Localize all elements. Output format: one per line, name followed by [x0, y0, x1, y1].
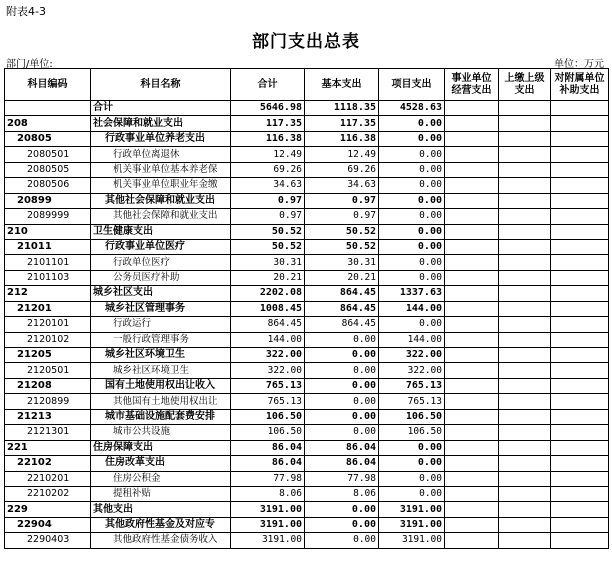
table-row	[5, 301, 609, 316]
cell-total: 50.52	[231, 239, 305, 254]
cell-subject-name: 行政单位离退休	[91, 147, 231, 162]
cell-subject-code: 2120501	[5, 363, 91, 378]
cell-basic: 864.45	[305, 301, 379, 316]
department-label: 部门/单位:	[6, 59, 53, 70]
cell-subsidy	[551, 378, 609, 393]
cell-subject-code: 2080505	[5, 162, 91, 177]
cell-total: 864.45	[231, 317, 305, 332]
cell-project: 0.00	[379, 471, 445, 486]
table-header-row	[5, 69, 609, 101]
cell-business	[445, 239, 499, 254]
cell-total: 0.97	[231, 209, 305, 224]
cell-subject-code: 21205	[5, 348, 91, 363]
cell-business	[445, 286, 499, 301]
cell-total: 20.21	[231, 270, 305, 285]
table-row	[5, 209, 609, 224]
cell-subsidy	[551, 101, 609, 116]
cell-subject-name: 其他国有土地使用权出让	[91, 394, 231, 409]
cell-subject-name: 其他社会保障和就业支出	[91, 209, 231, 224]
cell-subsidy	[551, 409, 609, 424]
cell-business	[445, 101, 499, 116]
table-row	[5, 471, 609, 486]
cell-business	[445, 270, 499, 285]
cell-subject-name: 行政事业单位医疗	[91, 239, 231, 254]
cell-total: 765.13	[231, 378, 305, 393]
cell-remit	[499, 239, 551, 254]
cell-basic: 12.49	[305, 147, 379, 162]
cell-subject-code: 21208	[5, 378, 91, 393]
table-row	[5, 317, 609, 332]
cell-subject-name: 其他政府性基金及对应专	[91, 517, 231, 532]
table-row	[5, 425, 609, 440]
cell-subsidy	[551, 255, 609, 270]
cell-remit	[499, 533, 551, 548]
cell-subject-name: 住房公积金	[91, 471, 231, 486]
cell-subject-name: 其他支出	[91, 502, 231, 517]
cell-business	[445, 425, 499, 440]
cell-remit	[499, 224, 551, 239]
table-row	[5, 239, 609, 254]
cell-basic: 117.35	[305, 116, 379, 131]
cell-business	[445, 317, 499, 332]
table-row	[5, 255, 609, 270]
cell-business	[445, 486, 499, 501]
cell-project: 322.00	[379, 348, 445, 363]
cell-subject-name: 公务员医疗补助	[91, 270, 231, 285]
cell-project: 3191.00	[379, 517, 445, 532]
cell-basic: 0.00	[305, 517, 379, 532]
cell-subject-code: 221	[5, 440, 91, 455]
table-row	[5, 162, 609, 177]
cell-remit	[499, 378, 551, 393]
cell-subsidy	[551, 533, 609, 548]
cell-project: 322.00	[379, 363, 445, 378]
cell-subsidy	[551, 440, 609, 455]
cell-total: 765.13	[231, 394, 305, 409]
cell-project: 0.00	[379, 178, 445, 193]
cell-subsidy	[551, 317, 609, 332]
cell-remit	[499, 209, 551, 224]
cell-basic: 86.04	[305, 456, 379, 471]
cell-basic: 0.00	[305, 363, 379, 378]
cell-subject-name: 城市基础设施配套费安排	[91, 409, 231, 424]
cell-subject-name: 城乡社区支出	[91, 286, 231, 301]
cell-basic: 0.00	[305, 425, 379, 440]
cell-project: 0.00	[379, 270, 445, 285]
cell-subsidy	[551, 193, 609, 208]
cell-subsidy	[551, 394, 609, 409]
cell-business	[445, 471, 499, 486]
cell-basic: 86.04	[305, 440, 379, 455]
cell-subject-code: 2101103	[5, 270, 91, 285]
cell-remit	[499, 286, 551, 301]
cell-total: 117.35	[231, 116, 305, 131]
cell-business	[445, 209, 499, 224]
cell-remit	[499, 162, 551, 177]
cell-total: 50.52	[231, 224, 305, 239]
cell-project: 765.13	[379, 378, 445, 393]
cell-subject-name: 提租补贴	[91, 486, 231, 501]
cell-total: 106.50	[231, 425, 305, 440]
cell-subsidy	[551, 471, 609, 486]
table-row	[5, 270, 609, 285]
cell-subsidy	[551, 178, 609, 193]
cell-subject-code: 2210201	[5, 471, 91, 486]
cell-business	[445, 456, 499, 471]
cell-subsidy	[551, 502, 609, 517]
cell-project: 0.00	[379, 239, 445, 254]
cell-project: 106.50	[379, 409, 445, 424]
table-row	[5, 502, 609, 517]
cell-remit	[499, 332, 551, 347]
cell-subject-code: 2080501	[5, 147, 91, 162]
cell-remit	[499, 409, 551, 424]
cell-basic: 864.45	[305, 317, 379, 332]
cell-remit	[499, 116, 551, 131]
cell-total: 106.50	[231, 409, 305, 424]
cell-subject-name: 行政运行	[91, 317, 231, 332]
cell-project: 0.00	[379, 147, 445, 162]
cell-basic: 0.00	[305, 409, 379, 424]
cell-total: 3191.00	[231, 502, 305, 517]
cell-subsidy	[551, 456, 609, 471]
cell-subject-code: 20899	[5, 193, 91, 208]
cell-subject-code: 229	[5, 502, 91, 517]
cell-remit	[499, 301, 551, 316]
cell-remit	[499, 517, 551, 532]
cell-subject-code: 2210202	[5, 486, 91, 501]
cell-business	[445, 348, 499, 363]
cell-subject-code: 22102	[5, 456, 91, 471]
table-row	[5, 147, 609, 162]
header-subject-name: 科目名称	[91, 69, 231, 101]
cell-project: 3191.00	[379, 502, 445, 517]
cell-subject-code: 2120102	[5, 332, 91, 347]
cell-subject-code: 2121301	[5, 425, 91, 440]
cell-subsidy	[551, 363, 609, 378]
cell-remit	[499, 471, 551, 486]
table-row	[5, 456, 609, 471]
cell-subject-name: 国有土地使用权出让收入	[91, 378, 231, 393]
cell-basic: 0.00	[305, 332, 379, 347]
cell-remit	[499, 178, 551, 193]
cell-basic: 34.63	[305, 178, 379, 193]
cell-total: 12.49	[231, 147, 305, 162]
cell-basic: 0.97	[305, 193, 379, 208]
cell-subject-name: 卫生健康支出	[91, 224, 231, 239]
header-total: 合计	[231, 69, 305, 101]
cell-subject-name: 机关事业单位职业年金缴	[91, 178, 231, 193]
cell-total: 1008.45	[231, 301, 305, 316]
cell-total: 3191.00	[231, 517, 305, 532]
cell-subsidy	[551, 147, 609, 162]
cell-remit	[499, 317, 551, 332]
cell-business	[445, 378, 499, 393]
cell-subject-code: 21011	[5, 239, 91, 254]
cell-project: 144.00	[379, 332, 445, 347]
cell-business	[445, 255, 499, 270]
cell-subject-name: 行政单位医疗	[91, 255, 231, 270]
cell-basic: 1118.35	[305, 101, 379, 116]
table-row	[5, 286, 609, 301]
table-row	[5, 440, 609, 455]
cell-project: 144.00	[379, 301, 445, 316]
cell-subject-name: 行政事业单位养老支出	[91, 131, 231, 146]
cell-project: 4528.63	[379, 101, 445, 116]
cell-total: 30.31	[231, 255, 305, 270]
cell-subject-name: 社会保障和就业支出	[91, 116, 231, 131]
cell-subject-name: 城市公共设施	[91, 425, 231, 440]
unit-label: 单位：万元	[554, 59, 604, 70]
expenditure-table	[4, 68, 609, 549]
cell-basic: 50.52	[305, 239, 379, 254]
cell-subsidy	[551, 332, 609, 347]
cell-business	[445, 502, 499, 517]
cell-business	[445, 162, 499, 177]
cell-subject-code: 2120101	[5, 317, 91, 332]
cell-business	[445, 394, 499, 409]
cell-subject-name: 合计	[91, 101, 231, 116]
cell-subject-code: 22904	[5, 517, 91, 532]
cell-subject-code: 2080506	[5, 178, 91, 193]
cell-total: 144.00	[231, 332, 305, 347]
cell-project: 3191.00	[379, 533, 445, 548]
cell-basic: 0.00	[305, 378, 379, 393]
cell-business	[445, 224, 499, 239]
cell-business	[445, 440, 499, 455]
table-row	[5, 486, 609, 501]
header-remit: 上缴上级支出	[499, 69, 551, 101]
cell-remit	[499, 348, 551, 363]
attachment-label: 附表4-3	[6, 5, 46, 18]
table-row	[5, 332, 609, 347]
cell-basic: 0.97	[305, 209, 379, 224]
cell-basic: 0.00	[305, 348, 379, 363]
cell-subject-code: 21213	[5, 409, 91, 424]
cell-subsidy	[551, 239, 609, 254]
cell-subject-name: 城乡社区管理事务	[91, 301, 231, 316]
table-row	[5, 363, 609, 378]
cell-business	[445, 178, 499, 193]
cell-subject-code: 208	[5, 116, 91, 131]
cell-total: 8.06	[231, 486, 305, 501]
cell-total: 86.04	[231, 440, 305, 455]
cell-project: 0.00	[379, 440, 445, 455]
cell-business	[445, 332, 499, 347]
cell-business	[445, 147, 499, 162]
cell-subject-code: 2290403	[5, 533, 91, 548]
cell-total: 69.26	[231, 162, 305, 177]
cell-subsidy	[551, 116, 609, 131]
cell-remit	[499, 101, 551, 116]
table-row	[5, 378, 609, 393]
cell-remit	[499, 502, 551, 517]
table-row	[5, 348, 609, 363]
cell-total: 322.00	[231, 363, 305, 378]
cell-remit	[499, 486, 551, 501]
cell-subsidy	[551, 486, 609, 501]
cell-basic: 116.38	[305, 131, 379, 146]
cell-subsidy	[551, 301, 609, 316]
cell-subsidy	[551, 270, 609, 285]
cell-project: 106.50	[379, 425, 445, 440]
cell-business	[445, 517, 499, 532]
cell-subsidy	[551, 348, 609, 363]
cell-business	[445, 409, 499, 424]
cell-subject-code: 2089999	[5, 209, 91, 224]
cell-project: 0.00	[379, 209, 445, 224]
cell-subject-name: 住房保障支出	[91, 440, 231, 455]
cell-remit	[499, 270, 551, 285]
cell-business	[445, 301, 499, 316]
cell-subject-code: 2101101	[5, 255, 91, 270]
cell-project: 1337.63	[379, 286, 445, 301]
cell-total: 34.63	[231, 178, 305, 193]
cell-subject-name: 机关事业单位基本养老保	[91, 162, 231, 177]
cell-business	[445, 363, 499, 378]
cell-total: 2202.08	[231, 286, 305, 301]
cell-subsidy	[551, 517, 609, 532]
cell-basic: 8.06	[305, 486, 379, 501]
table-row	[5, 533, 609, 548]
header-business: 事业单位经营支出	[445, 69, 499, 101]
cell-subsidy	[551, 224, 609, 239]
cell-basic: 0.00	[305, 533, 379, 548]
cell-subject-name: 其他政府性基金债务收入	[91, 533, 231, 548]
cell-business	[445, 533, 499, 548]
cell-project: 0.00	[379, 116, 445, 131]
cell-remit	[499, 193, 551, 208]
header-basic: 基本支出	[305, 69, 379, 101]
table-row	[5, 224, 609, 239]
cell-remit	[499, 440, 551, 455]
cell-remit	[499, 394, 551, 409]
table-row	[5, 193, 609, 208]
cell-subject-code: 21201	[5, 301, 91, 316]
cell-project: 765.13	[379, 394, 445, 409]
cell-total: 3191.00	[231, 533, 305, 548]
table-body	[5, 101, 609, 549]
cell-remit	[499, 147, 551, 162]
header-project: 项目支出	[379, 69, 445, 101]
cell-basic: 864.45	[305, 286, 379, 301]
cell-total: 77.98	[231, 471, 305, 486]
cell-basic: 30.31	[305, 255, 379, 270]
table-row	[5, 131, 609, 146]
cell-subsidy	[551, 286, 609, 301]
cell-project: 0.00	[379, 131, 445, 146]
cell-subsidy	[551, 425, 609, 440]
cell-remit	[499, 456, 551, 471]
cell-subject-name: 住房改革支出	[91, 456, 231, 471]
cell-business	[445, 131, 499, 146]
table-row	[5, 517, 609, 532]
cell-project: 0.00	[379, 486, 445, 501]
cell-subsidy	[551, 131, 609, 146]
table-row	[5, 178, 609, 193]
cell-basic: 20.21	[305, 270, 379, 285]
cell-basic: 77.98	[305, 471, 379, 486]
cell-subsidy	[551, 209, 609, 224]
cell-project: 0.00	[379, 162, 445, 177]
cell-basic: 0.00	[305, 502, 379, 517]
cell-subject-name: 城乡社区环境卫生	[91, 348, 231, 363]
cell-subject-code: 212	[5, 286, 91, 301]
table-row	[5, 409, 609, 424]
cell-project: 0.00	[379, 255, 445, 270]
cell-total: 0.97	[231, 193, 305, 208]
cell-total: 86.04	[231, 456, 305, 471]
cell-project: 0.00	[379, 456, 445, 471]
cell-remit	[499, 363, 551, 378]
cell-subject-code: 2120899	[5, 394, 91, 409]
table-row	[5, 394, 609, 409]
table-row	[5, 101, 609, 116]
cell-total: 5646.98	[231, 101, 305, 116]
table-row	[5, 116, 609, 131]
cell-business	[445, 116, 499, 131]
cell-basic: 69.26	[305, 162, 379, 177]
cell-remit	[499, 255, 551, 270]
cell-project: 0.00	[379, 193, 445, 208]
cell-total: 322.00	[231, 348, 305, 363]
cell-basic: 0.00	[305, 394, 379, 409]
cell-project: 0.00	[379, 224, 445, 239]
cell-subject-name: 城乡社区环境卫生	[91, 363, 231, 378]
page-title: 部门支出总表	[252, 32, 360, 52]
cell-subject-name: 其他社会保障和就业支出	[91, 193, 231, 208]
header-subject-code: 科目编码	[5, 69, 91, 101]
cell-remit	[499, 425, 551, 440]
header-subsidy: 对附属单位补助支出	[551, 69, 609, 101]
cell-project: 0.00	[379, 317, 445, 332]
cell-remit	[499, 131, 551, 146]
cell-subsidy	[551, 162, 609, 177]
cell-subject-code	[5, 101, 91, 116]
cell-business	[445, 193, 499, 208]
cell-subject-code: 20805	[5, 131, 91, 146]
cell-total: 116.38	[231, 131, 305, 146]
cell-subject-code: 210	[5, 224, 91, 239]
cell-subject-name: 一般行政管理事务	[91, 332, 231, 347]
cell-basic: 50.52	[305, 224, 379, 239]
